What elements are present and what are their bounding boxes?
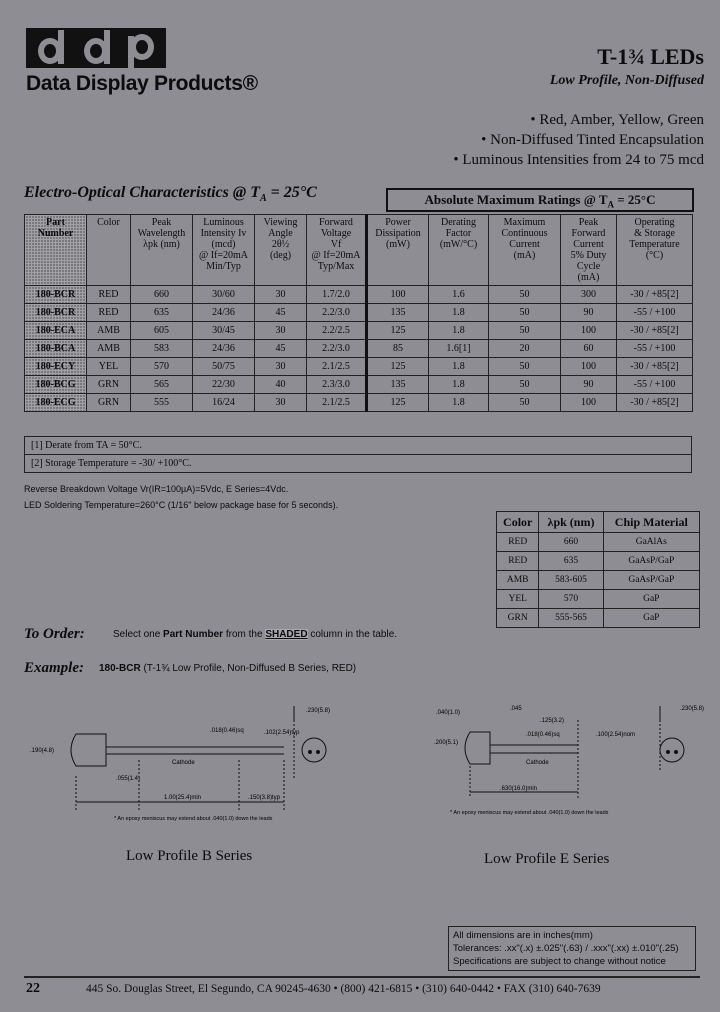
chip-cell: RED	[497, 552, 539, 571]
dim-footnote: * An epoxy meniscus may extend about .040(1.0) down the leads	[114, 816, 273, 822]
footer-rule	[24, 976, 700, 978]
specs-cell: -55 / +100	[617, 340, 693, 358]
specs-cell: -30 / +85[2]	[617, 394, 693, 412]
specs-col-header: Peak Forward Current 5% Duty Cycle (mA)	[561, 215, 617, 286]
specs-cell: RED	[87, 286, 131, 304]
specs-cell: 605	[131, 322, 193, 340]
specs-cell: 2.3/3.0	[307, 376, 367, 394]
footnote-1: [1] Derate from TA = 50°C.	[31, 440, 142, 451]
soldering-spec: LED Soldering Temperature=260°C (1/16" below package base for 5 seconds).	[24, 500, 339, 510]
specs-col-header: Luminous Intensity Iv (mcd) @ If=20mA Min/Typ	[193, 215, 255, 286]
specs-cell: 1.6[1]	[429, 340, 489, 358]
specs-cell: 90	[561, 304, 617, 322]
dimension-notes	[448, 926, 696, 971]
brand-name: Data Display Products®	[26, 72, 258, 95]
specs-cell: 100	[561, 394, 617, 412]
e-series-caption: Low Profile E Series	[484, 851, 610, 867]
dim-footnote: * An epoxy meniscus may extend about .040(1.0) down the leads	[450, 810, 609, 816]
specs-cell: 125	[367, 322, 429, 340]
specs-cell: 555	[131, 394, 193, 412]
chip-cell: 635	[539, 552, 603, 571]
abs-max-ratings-title: Absolute Maximum Ratings @ $T_A = 25^\circ C$	[386, 188, 694, 212]
chip-row	[497, 571, 700, 590]
specs-cell: 50	[489, 304, 561, 322]
chip-cell: GaP	[603, 590, 699, 609]
chip-material-table	[496, 511, 700, 628]
specs-cell: -30 / +85[2]	[617, 322, 693, 340]
feature-item: • Non-Diffused Tinted Encapsulation	[481, 132, 704, 148]
specs-cell: 60	[561, 340, 617, 358]
chip-row	[497, 609, 700, 628]
specs-cell: 50	[489, 376, 561, 394]
feature-item: • Luminous Intensities from 24 to 75 mcd	[453, 152, 704, 168]
chip-cell: RED	[497, 533, 539, 552]
chip-cell: 570	[539, 590, 603, 609]
product-subtitle: Low Profile, Non-Diffused	[549, 73, 704, 88]
specs-col-header: Viewing Angle 2θ½ (deg)	[255, 215, 307, 286]
part-number-cell: 180-ECA	[25, 322, 87, 340]
footnotes	[24, 436, 692, 473]
specs-cell: 24/36	[193, 340, 255, 358]
specs-cell: 16/24	[193, 394, 255, 412]
chip-row	[497, 533, 700, 552]
part-number-cell: 180-ECG	[25, 394, 87, 412]
part-number-cell: 180-BCR	[25, 286, 87, 304]
specs-cell: 583	[131, 340, 193, 358]
dimension-note: Specifications are subject to change without notice	[453, 956, 666, 967]
specs-cell: 125	[367, 358, 429, 376]
specs-cell: RED	[87, 304, 131, 322]
specs-cell: 50/75	[193, 358, 255, 376]
eo-characteristics-title: Electro-Optical Characteristics @ $T_A = 25^\circ C$	[24, 184, 317, 205]
specs-cell: 50	[489, 286, 561, 304]
specs-col-header: Forward Voltage Vf @ If=20mA Typ/Max	[307, 215, 367, 286]
dim-label: 1.00(25.4)min	[164, 795, 202, 801]
dim-label: .230(5.8)	[306, 708, 331, 714]
chip-cell: AMB	[497, 571, 539, 590]
specs-cell: 30	[255, 286, 307, 304]
feature-list	[453, 110, 704, 170]
specs-col-header: Part Number	[25, 215, 87, 286]
chip-cell: 555-565	[539, 609, 603, 628]
specs-cell: GRN	[87, 376, 131, 394]
specs-cell: 24/36	[193, 304, 255, 322]
specs-cell: 50	[489, 322, 561, 340]
specs-cell: 125	[367, 394, 429, 412]
chip-row	[497, 590, 700, 609]
dim-label: .200(5.1)	[434, 740, 459, 746]
dim-label: .100(2.54)nom	[596, 732, 636, 738]
ddp-logo	[24, 26, 168, 70]
specs-cell: 1.8	[429, 376, 489, 394]
specs-cell: -55 / +100	[617, 376, 693, 394]
specs-row	[25, 358, 693, 376]
part-number-cell: 180-BCG	[25, 376, 87, 394]
footnote-2: [2] Storage Temperature = -30/ +100°C.	[25, 454, 691, 472]
specs-row	[25, 322, 693, 340]
dim-label: .018(0.46)sq	[210, 728, 244, 734]
dim-label: .125(3.2)	[540, 718, 565, 724]
specs-col-header: Color	[87, 215, 131, 286]
order-label: To Order:	[24, 626, 85, 642]
page-number: 22	[26, 981, 40, 996]
example-text: 180-BCR (T-1¾ Low Profile, Non-Diffused B Series, RED)	[99, 663, 357, 674]
specs-cell: 50	[489, 394, 561, 412]
specs-cell: YEL	[87, 358, 131, 376]
specs-cell: 100	[561, 358, 617, 376]
dim-label: .150(3.8)typ	[248, 795, 281, 801]
specs-cell: 100	[367, 286, 429, 304]
footer-address: 445 So. Douglas Street, El Segundo, CA 90245-4630 • (800) 421-6815 • (310) 640-0442 • FAX (310) 640-7639	[86, 983, 601, 995]
specs-cell: 2.2/3.0	[307, 304, 367, 322]
specs-row	[25, 376, 693, 394]
specs-cell: 30	[255, 394, 307, 412]
dim-label: Cathode	[526, 760, 549, 766]
example-label: Example:	[24, 660, 84, 676]
reverse-breakdown-spec: Reverse Breakdown Voltage Vr(IR=100µA)=5Vdc, E Series=4Vdc.	[24, 484, 289, 494]
dim-label: .190(4.8)	[30, 748, 55, 754]
b-series-caption: Low Profile B Series	[126, 848, 253, 864]
dim-label: .055(1.4)	[116, 776, 141, 782]
product-title: T-1¾ LEDs	[597, 44, 704, 69]
chip-cell: GaAsP/GaP	[603, 571, 699, 590]
specs-header-row	[25, 215, 693, 286]
specs-cell: 45	[255, 340, 307, 358]
part-number-cell: 180-BCA	[25, 340, 87, 358]
specs-row	[25, 394, 693, 412]
dimension-note: Tolerances: .xx"(.x) ±.025"(.63) / .xxx"(.xx) ±.010"(.25)	[453, 943, 679, 954]
chip-header-row	[497, 512, 700, 533]
led-body-outline	[465, 732, 490, 764]
chip-col-header: λpk (nm)	[539, 512, 603, 533]
specs-cell: 30/60	[193, 286, 255, 304]
e-series-drawing	[430, 700, 720, 835]
specs-cell: 135	[367, 304, 429, 322]
chip-cell: 660	[539, 533, 603, 552]
specs-cell: 1.8	[429, 322, 489, 340]
specs-body	[25, 286, 693, 412]
specs-row	[25, 286, 693, 304]
specs-cell: -30 / +85[2]	[617, 286, 693, 304]
specs-cell: 1.8	[429, 304, 489, 322]
spec-lines	[24, 481, 338, 513]
dim-label: .040(1.0)	[436, 710, 461, 716]
specs-cell: -30 / +85[2]	[617, 358, 693, 376]
specs-cell: 30	[255, 358, 307, 376]
specs-cell: 30/45	[193, 322, 255, 340]
order-instructions: Select one Part Number from the SHADED column in the table.	[113, 629, 398, 640]
part-number-cell: 180-BCR	[25, 304, 87, 322]
specs-cell: AMB	[87, 322, 131, 340]
specs-cell: 1.6	[429, 286, 489, 304]
specs-cell: 300	[561, 286, 617, 304]
specs-cell: GRN	[87, 394, 131, 412]
specs-row	[25, 340, 693, 358]
b-series-drawing	[24, 700, 344, 825]
specs-cell: 50	[489, 358, 561, 376]
specs-cell: 660	[131, 286, 193, 304]
specs-col-header: Power Dissipation (mW)	[367, 215, 429, 286]
dim-label: .045	[510, 706, 522, 712]
specs-col-header: Maximum Continuous Current (mA)	[489, 215, 561, 286]
specs-cell: 85	[367, 340, 429, 358]
specs-cell: 2.1/2.5	[307, 394, 367, 412]
specs-cell: 45	[255, 304, 307, 322]
specs-row	[25, 304, 693, 322]
specs-cell: 1.7/2.0	[307, 286, 367, 304]
specs-cell: 20	[489, 340, 561, 358]
chip-cell: GaP	[603, 609, 699, 628]
chip-row	[497, 552, 700, 571]
dimension-note: All dimensions are in inches(mm)	[453, 930, 593, 941]
specs-table	[24, 214, 693, 412]
led-top-view	[302, 738, 326, 762]
led-body-outline	[71, 734, 106, 766]
chip-cell: GRN	[497, 609, 539, 628]
specs-cell: 570	[131, 358, 193, 376]
specs-cell: 40	[255, 376, 307, 394]
specs-cell: -55 / +100	[617, 304, 693, 322]
specs-cell: 565	[131, 376, 193, 394]
specs-col-header: Operating & Storage Temperature (°C)	[617, 215, 693, 286]
dim-label: .018(0.46)sq	[526, 732, 560, 738]
chip-col-header: Color	[497, 512, 539, 533]
chip-cell: 583-605	[539, 571, 603, 590]
feature-item: • Red, Amber, Yellow, Green	[530, 112, 704, 128]
led-top-view	[660, 738, 684, 762]
specs-cell: 1.8	[429, 358, 489, 376]
specs-cell: 2.2/3.0	[307, 340, 367, 358]
specs-cell: 2.2/2.5	[307, 322, 367, 340]
specs-cell: 1.8	[429, 394, 489, 412]
dim-label: .230(5.8)	[680, 706, 705, 712]
specs-cell: 100	[561, 322, 617, 340]
specs-cell: 2.1/2.5	[307, 358, 367, 376]
dim-label: Cathode	[172, 760, 195, 766]
chip-cell: GaAsP/GaP	[603, 552, 699, 571]
specs-cell: 30	[255, 322, 307, 340]
specs-cell: 90	[561, 376, 617, 394]
specs-cell: AMB	[87, 340, 131, 358]
part-number-cell: 180-ECY	[25, 358, 87, 376]
chip-col-header: Chip Material	[603, 512, 699, 533]
specs-cell: 635	[131, 304, 193, 322]
specs-cell: 135	[367, 376, 429, 394]
dim-label: .102(2.54)typ	[264, 730, 300, 736]
specs-col-header: Derating Factor (mW/°C)	[429, 215, 489, 286]
specs-cell: 22/30	[193, 376, 255, 394]
chip-cell: GaAlAs	[603, 533, 699, 552]
dim-label: .630(16.0)min	[500, 786, 538, 792]
specs-col-header: Peak Wavelength λpk (nm)	[131, 215, 193, 286]
chip-cell: YEL	[497, 590, 539, 609]
